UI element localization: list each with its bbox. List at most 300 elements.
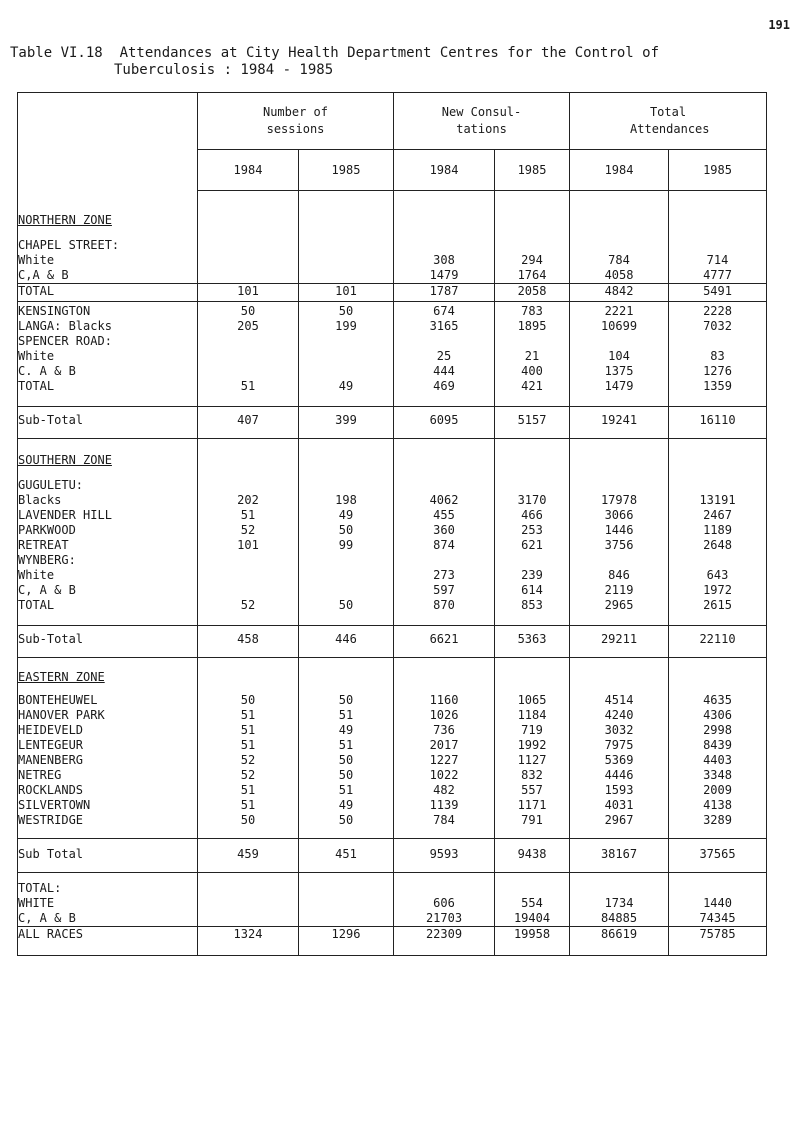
table-cell: [570, 191, 669, 229]
row-label: HEIDEVELD: [18, 723, 84, 737]
table-cell: 783: [495, 302, 570, 320]
table-cell: 1022: [394, 768, 495, 783]
table-row: [18, 783, 767, 798]
table-cell: [299, 349, 394, 364]
attendances-header: Total Attendances: [570, 93, 767, 150]
row-label: WHITE: [18, 896, 55, 910]
table-cell: 199: [299, 319, 394, 334]
table-row: [18, 723, 767, 738]
table-cell: [495, 658, 570, 686]
table-cell: 1065: [495, 685, 570, 708]
table-cell: 1479: [570, 379, 669, 407]
table-row: [18, 439, 767, 469]
table-cell: 51: [198, 798, 299, 813]
table-row: [18, 839, 767, 873]
table-cell: 459: [198, 839, 299, 873]
table-cell: [495, 191, 570, 229]
table-cell: 51: [198, 379, 299, 407]
table-cell: 2965: [570, 598, 669, 626]
table-cell: 4031: [570, 798, 669, 813]
row-label: ROCKLANDS: [18, 783, 84, 797]
table-row: [18, 468, 767, 493]
table-cell: 50: [198, 813, 299, 839]
table-cell: [394, 658, 495, 686]
table-cell: 1787: [394, 284, 495, 302]
table-cell: 7975: [570, 738, 669, 753]
year-1984-header: 1984: [198, 150, 299, 191]
zone-heading: NORTHERN ZONE: [18, 212, 112, 227]
table-row: [18, 685, 767, 708]
table-cell: 22110: [669, 626, 767, 658]
table-cell: 2467: [669, 508, 767, 523]
table-row: [18, 583, 767, 598]
table-cell: 51: [299, 738, 394, 753]
table-cell: 455: [394, 508, 495, 523]
table-row: [18, 927, 767, 956]
table-row: [18, 508, 767, 523]
table-cell: 50: [299, 753, 394, 768]
table-cell: 1026: [394, 708, 495, 723]
table-cell: 5157: [495, 407, 570, 439]
table-cell: [198, 268, 299, 284]
table-cell: 621: [495, 538, 570, 553]
table-cell: 4446: [570, 768, 669, 783]
year-1985-header: 1985: [669, 150, 767, 191]
table-cell: 421: [495, 379, 570, 407]
table-cell: 4635: [669, 685, 767, 708]
table-cell: 1446: [570, 523, 669, 538]
table-cell: 52: [198, 768, 299, 783]
table-cell: 202: [198, 493, 299, 508]
table-cell: [299, 191, 394, 229]
table-row: [18, 302, 767, 320]
row-label: RETREAT: [18, 538, 69, 552]
table-row: [18, 364, 767, 379]
table-cell: 273: [394, 568, 495, 583]
table-cell: [495, 873, 570, 897]
table-cell: [299, 228, 394, 253]
table-cell: 51: [198, 708, 299, 723]
page-number: 191: [768, 18, 790, 32]
table-row: [18, 626, 767, 658]
table-row: [18, 708, 767, 723]
table-cell: 4403: [669, 753, 767, 768]
table-cell: [669, 439, 767, 469]
table-cell: 13191: [669, 493, 767, 508]
table-cell: 308: [394, 253, 495, 268]
row-label: LANGA: Blacks: [18, 319, 112, 333]
table-row: [18, 568, 767, 583]
table-cell: 101: [198, 538, 299, 553]
table-cell: 2228: [669, 302, 767, 320]
table-cell: 4777: [669, 268, 767, 284]
table-cell: [570, 439, 669, 469]
table-cell: [299, 334, 394, 349]
table-cell: [570, 553, 669, 568]
row-label: C. A & B: [18, 364, 76, 378]
table-cell: [198, 896, 299, 911]
table-cell: 4306: [669, 708, 767, 723]
table-row: [18, 319, 767, 334]
row-label: ALL RACES: [18, 927, 84, 941]
table-cell: 870: [394, 598, 495, 626]
table-cell: 400: [495, 364, 570, 379]
table-cell: 444: [394, 364, 495, 379]
table-cell: 2998: [669, 723, 767, 738]
table-cell: 19958: [495, 927, 570, 956]
table-cell: 52: [198, 753, 299, 768]
table-cell: [394, 468, 495, 493]
row-label: CHAPEL STREET:: [18, 238, 120, 252]
table-cell: 50: [299, 598, 394, 626]
table-cell: [669, 228, 767, 253]
row-label: Blacks: [18, 493, 62, 507]
table-cell: [394, 439, 495, 469]
table-cell: 1375: [570, 364, 669, 379]
table-cell: 554: [495, 896, 570, 911]
table-cell: 874: [394, 538, 495, 553]
year-1984-header: 1984: [570, 150, 669, 191]
row-label: TOTAL: [18, 379, 55, 393]
row-label: NETREG: [18, 768, 62, 782]
row-label: TOTAL: [18, 284, 55, 298]
table-cell: [495, 334, 570, 349]
table-cell: 294: [495, 253, 570, 268]
table-cell: [198, 553, 299, 568]
row-label: SPENCER ROAD:: [18, 334, 112, 348]
row-label: C, A & B: [18, 583, 76, 597]
zone-heading: SOUTHERN ZONE: [18, 453, 112, 467]
table-cell: [669, 553, 767, 568]
table-cell: 5363: [495, 626, 570, 658]
table-cell: [299, 911, 394, 927]
table-cell: 51: [299, 783, 394, 798]
table-cell: 2615: [669, 598, 767, 626]
table-cell: 1189: [669, 523, 767, 538]
table-cell: 51: [198, 723, 299, 738]
table-cell: [495, 228, 570, 253]
table-row: [18, 379, 767, 407]
table-cell: 29211: [570, 626, 669, 658]
table-row: [18, 284, 767, 302]
table-cell: 74345: [669, 911, 767, 927]
table-row: [18, 268, 767, 284]
table-row: [18, 553, 767, 568]
table-cell: 606: [394, 896, 495, 911]
table-cell: [299, 439, 394, 469]
table-row: [18, 349, 767, 364]
table-cell: 37565: [669, 839, 767, 873]
table-cell: 50: [198, 302, 299, 320]
row-label: MANENBERG: [18, 753, 84, 767]
table-cell: [669, 658, 767, 686]
table-cell: 2017: [394, 738, 495, 753]
table-cell: [570, 658, 669, 686]
row-label: BONTEHEUWEL: [18, 693, 98, 707]
table-row: [18, 407, 767, 439]
table-cell: 50: [299, 302, 394, 320]
table-cell: 99: [299, 538, 394, 553]
table-cell: [570, 873, 669, 897]
table-cell: [198, 568, 299, 583]
table-cell: [570, 468, 669, 493]
table-cell: 8439: [669, 738, 767, 753]
table-cell: 736: [394, 723, 495, 738]
table-cell: 2058: [495, 284, 570, 302]
table-cell: 9438: [495, 839, 570, 873]
table-cell: 557: [495, 783, 570, 798]
table-cell: 51: [198, 508, 299, 523]
table-cell: 51: [299, 708, 394, 723]
table-cell: 2967: [570, 813, 669, 839]
table-cell: [198, 364, 299, 379]
table-cell: [198, 911, 299, 927]
table-cell: [669, 334, 767, 349]
table-row: [18, 798, 767, 813]
table-cell: 2648: [669, 538, 767, 553]
table-cell: 52: [198, 523, 299, 538]
row-label: WYNBERG:: [18, 553, 76, 567]
table-cell: 9593: [394, 839, 495, 873]
table-cell: 50: [299, 813, 394, 839]
sessions-header: Number of sessions: [198, 93, 394, 150]
table-cell: 49: [299, 723, 394, 738]
table-cell: 49: [299, 508, 394, 523]
table-cell: 469: [394, 379, 495, 407]
table-cell: [299, 253, 394, 268]
table-row: [18, 228, 767, 253]
table-cell: 791: [495, 813, 570, 839]
table-cell: 101: [299, 284, 394, 302]
row-label: WESTRIDGE: [18, 813, 84, 827]
table-cell: 86619: [570, 927, 669, 956]
table-cell: [198, 228, 299, 253]
table-cell: 75785: [669, 927, 767, 956]
table-cell: [299, 568, 394, 583]
row-label: C, A & B: [18, 911, 76, 925]
table-cell: [198, 253, 299, 268]
table-cell: [570, 228, 669, 253]
row-label: PARKWOOD: [18, 523, 76, 537]
table-cell: 1171: [495, 798, 570, 813]
row-label: TOTAL:: [18, 881, 62, 895]
table-cell: [198, 873, 299, 897]
table-cell: [495, 468, 570, 493]
table-cell: 3756: [570, 538, 669, 553]
table-cell: 50: [299, 685, 394, 708]
table-cell: 21: [495, 349, 570, 364]
table-cell: [299, 658, 394, 686]
table-cell: 1324: [198, 927, 299, 956]
table-cell: 10699: [570, 319, 669, 334]
table-cell: 50: [299, 768, 394, 783]
table-cell: [198, 583, 299, 598]
table-cell: 482: [394, 783, 495, 798]
table-cell: 466: [495, 508, 570, 523]
table-cell: 399: [299, 407, 394, 439]
year-1985-header: 1985: [495, 150, 570, 191]
year-1985-header: 1985: [299, 150, 394, 191]
table-row: [18, 658, 767, 686]
table-cell: [570, 334, 669, 349]
table-cell: [198, 349, 299, 364]
table-cell: 49: [299, 379, 394, 407]
table-cell: 3289: [669, 813, 767, 839]
year-1984-header: 1984: [394, 150, 495, 191]
table-cell: 1127: [495, 753, 570, 768]
table-cell: 1227: [394, 753, 495, 768]
table-row: [18, 334, 767, 349]
table-cell: [669, 468, 767, 493]
table-cell: 614: [495, 583, 570, 598]
row-label: HANOVER PARK: [18, 708, 105, 722]
table-cell: 446: [299, 626, 394, 658]
row-label: LAVENDER HILL: [18, 508, 112, 522]
consultations-header: New Consul- tations: [394, 93, 570, 150]
table-row: [18, 598, 767, 626]
table-cell: [299, 553, 394, 568]
table-cell: 1593: [570, 783, 669, 798]
table-cell: 50: [198, 685, 299, 708]
table-cell: 1296: [299, 927, 394, 956]
page-title: [10, 45, 790, 79]
row-label: White: [18, 253, 55, 267]
table-cell: 1479: [394, 268, 495, 284]
row-label: SILVERTOWN: [18, 798, 91, 812]
table-cell: 1184: [495, 708, 570, 723]
table-cell: [299, 268, 394, 284]
table-cell: [198, 658, 299, 686]
table-cell: 4240: [570, 708, 669, 723]
table-row: [18, 538, 767, 553]
table-cell: 1734: [570, 896, 669, 911]
table-cell: 84885: [570, 911, 669, 927]
table-row: [18, 911, 767, 927]
table-cell: 597: [394, 583, 495, 598]
table-row: [18, 738, 767, 753]
table-cell: 4062: [394, 493, 495, 508]
zone-heading: EASTERN ZONE: [18, 670, 105, 684]
table-cell: [394, 553, 495, 568]
table-row: [18, 253, 767, 268]
row-label: White: [18, 568, 55, 582]
table-cell: 4842: [570, 284, 669, 302]
table-body: [18, 191, 767, 956]
row-label: KENSINGTON: [18, 304, 91, 318]
table-row: [18, 813, 767, 839]
table-cell: 1160: [394, 685, 495, 708]
row-label: Sub Total: [18, 847, 84, 861]
table-cell: [394, 873, 495, 897]
table-cell: 3066: [570, 508, 669, 523]
table-cell: [299, 468, 394, 493]
table-header-row: [18, 93, 767, 150]
table-cell: 3348: [669, 768, 767, 783]
table-cell: 6621: [394, 626, 495, 658]
row-label: Sub-Total: [18, 413, 84, 427]
table-cell: 2119: [570, 583, 669, 598]
table-cell: 50: [299, 523, 394, 538]
table-cell: 5369: [570, 753, 669, 768]
table-cell: 5491: [669, 284, 767, 302]
table-cell: 49: [299, 798, 394, 813]
table-cell: 2221: [570, 302, 669, 320]
table-cell: 643: [669, 568, 767, 583]
table-cell: 2009: [669, 783, 767, 798]
title-line-1: Table VI.18 Attendances at City Health Department Centres for the Control of: [10, 45, 660, 61]
table-cell: 784: [570, 253, 669, 268]
table-cell: [495, 439, 570, 469]
table-cell: [299, 873, 394, 897]
table-row: [18, 896, 767, 911]
row-label: LENTEGEUR: [18, 738, 84, 752]
table-cell: 458: [198, 626, 299, 658]
row-label: GUGULETU:: [18, 478, 84, 492]
table-cell: 832: [495, 768, 570, 783]
table-cell: 4514: [570, 685, 669, 708]
row-label: C,A & B: [18, 268, 69, 282]
row-label: White: [18, 349, 55, 363]
table-row: [18, 191, 767, 229]
table-cell: 22309: [394, 927, 495, 956]
table-cell: 3032: [570, 723, 669, 738]
table-cell: 51: [198, 738, 299, 753]
table-cell: [299, 364, 394, 379]
table-cell: 719: [495, 723, 570, 738]
table-cell: 239: [495, 568, 570, 583]
table-cell: 253: [495, 523, 570, 538]
table-cell: 1992: [495, 738, 570, 753]
table-cell: 205: [198, 319, 299, 334]
table-cell: [669, 191, 767, 229]
table-row: [18, 873, 767, 897]
row-label: Sub-Total: [18, 632, 84, 646]
table-cell: 1440: [669, 896, 767, 911]
table-cell: [198, 191, 299, 229]
table-cell: [299, 583, 394, 598]
table-cell: 784: [394, 813, 495, 839]
table-cell: 1276: [669, 364, 767, 379]
table-cell: 19241: [570, 407, 669, 439]
table-row: [18, 768, 767, 783]
table-cell: 198: [299, 493, 394, 508]
row-label: TOTAL: [18, 598, 55, 612]
table-cell: 21703: [394, 911, 495, 927]
table-cell: 1359: [669, 379, 767, 407]
table-cell: 4138: [669, 798, 767, 813]
table-cell: 83: [669, 349, 767, 364]
table-cell: 407: [198, 407, 299, 439]
table-cell: 1764: [495, 268, 570, 284]
table-cell: 360: [394, 523, 495, 538]
table-cell: 6095: [394, 407, 495, 439]
table-cell: 1139: [394, 798, 495, 813]
table-cell: [495, 553, 570, 568]
title-line-2: Tuberculosis : 1984 - 1985: [114, 62, 334, 78]
table-cell: 1972: [669, 583, 767, 598]
table-cell: 3165: [394, 319, 495, 334]
table-cell: 451: [299, 839, 394, 873]
table-cell: [394, 228, 495, 253]
table-cell: 19404: [495, 911, 570, 927]
attendance-table: [17, 92, 767, 956]
table-cell: 4058: [570, 268, 669, 284]
table-cell: [394, 191, 495, 229]
table-row: [18, 493, 767, 508]
table-cell: 38167: [570, 839, 669, 873]
table-cell: 101: [198, 284, 299, 302]
table-cell: [198, 439, 299, 469]
